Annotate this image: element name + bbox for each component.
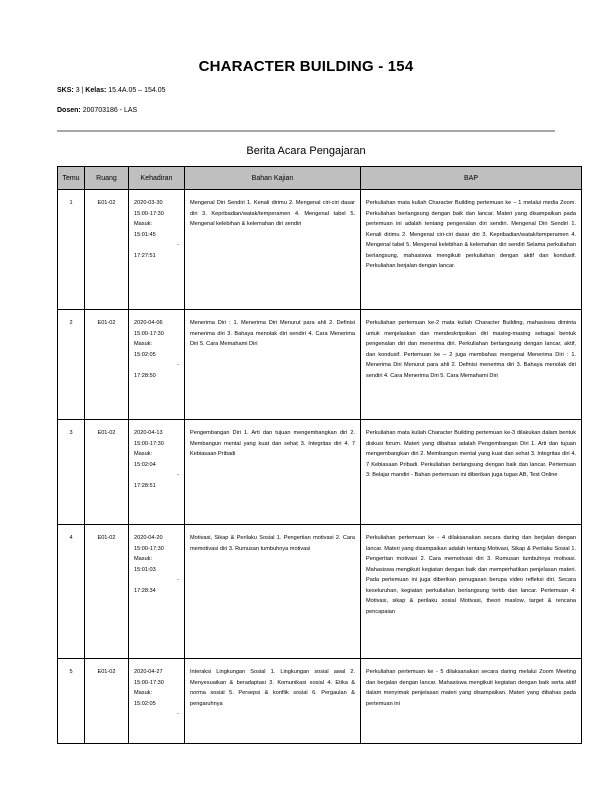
col-header-temu: Temu bbox=[58, 167, 85, 190]
cell-bahan-kajian: Mengenal Diri Sendiri 1. Kenali dirimu 2. Mengenal ciri-ciri dasar diri 3. Kepribadian/watak/temperamen 4. Mengenal tabel 5. Mengenal kelebihan & kelemahan diri sendiri bbox=[185, 190, 361, 310]
col-header-ruang: Ruang bbox=[85, 167, 129, 190]
cell-kehadiran bbox=[129, 190, 185, 310]
attendance-date: 2020-04-20 bbox=[134, 535, 163, 541]
attendance-date: 2020-04-13 bbox=[134, 430, 163, 436]
attendance-masuk-label: Masuk: bbox=[134, 690, 153, 696]
attendance-masuk-time: 15:02:04 bbox=[134, 461, 156, 468]
cell-ruang: E01-02 bbox=[85, 190, 129, 310]
cell-ruang: E01-02 bbox=[85, 310, 129, 420]
attendance-masuk-time: 15:02:05 bbox=[134, 351, 156, 358]
cell-temu: 3 bbox=[58, 420, 85, 525]
cell-kehadiran bbox=[129, 310, 185, 420]
attendance-out-time: 17:28:34 bbox=[134, 587, 156, 594]
divider bbox=[57, 130, 555, 132]
attendance-masuk-label: Masuk: bbox=[134, 556, 153, 562]
attendance-time: 15:00-17:30 bbox=[134, 545, 164, 552]
table-header-row bbox=[58, 167, 582, 190]
cell-bahan-kajian: Pengembangan Diri 1. Arti dan tujuan mengembangkan diri 2. Membangun mental yang kuat dan sehat 3. Integritas diri 4. 7 Kebiasaan Pribadi bbox=[185, 420, 361, 525]
dosen-value: 200703186 - LAS bbox=[82, 107, 138, 114]
attendance-time: 15:00-17:30 bbox=[134, 210, 164, 217]
cell-bahan-kajian: Menerima Diri : 1. Menerima Diri Menurut para ahli 2. Definisi menerima diri 3. Bahaya menolak diri sendiri 4. Cara Menerima Diri 5. Cara Memahami Diri bbox=[185, 310, 361, 420]
col-header-bahan-kajian: Bahan Kajian bbox=[185, 167, 361, 190]
cell-temu: 1 bbox=[58, 190, 85, 310]
cell-bap: Perkuliahan pertemuan ke - 4 dilaksanakan secara daring dan berjalan dengan lancar. Materi yang disampaikan adalah tentang Motivasi, Sikap & Perilaku Sosial 1. Pengertian motivasi 2. Cara memotivasi diri 3. Rumusan tumbuhnya motivasi. Mahasiswa mengikuti kegiatan dengan baik dan memperhatikan penjelasan materi. Pada pertemuan ini juga diberikan penugasan berupa video refleksi diri. Secara keseluruhan, kegiatan perkuliahan berlangsung tertib dan lancar. Pertemuan 4: Motivasi, sikap & perilaku sosial Motivasi, theori maslow, target & rencana pencapaian bbox=[361, 525, 582, 659]
attendance-date: 2020-04-27 bbox=[134, 669, 163, 675]
attendance-masuk-label: Masuk: bbox=[134, 221, 153, 227]
cell-kehadiran bbox=[129, 659, 185, 744]
page-title: CHARACTER BUILDING - 154 bbox=[198, 58, 414, 75]
attendance-masuk-time: 15:01:03 bbox=[134, 566, 156, 573]
attendance-time: 15:00-17:30 bbox=[134, 330, 164, 337]
cell-ruang: E01-02 bbox=[85, 420, 129, 525]
table-row bbox=[58, 420, 582, 525]
col-header-bap: BAP bbox=[361, 167, 582, 190]
table-row bbox=[58, 659, 582, 744]
sks-value: 3 | bbox=[75, 87, 86, 94]
table-row bbox=[58, 310, 582, 420]
attendance-masuk-time: 15:02:05 bbox=[134, 700, 156, 707]
attendance-out-time: 17:27:51 bbox=[134, 252, 156, 259]
sks-label: SKS: bbox=[57, 87, 74, 94]
table-row bbox=[58, 190, 582, 310]
cell-bahan-kajian: Motivasi, Sikap & Perilaku Sosial 1. Pengertian motivasi 2. Cara memotivasi diri 3. Rumusan tumbuhnya motivasi bbox=[185, 525, 361, 659]
cell-ruang: E01-02 bbox=[85, 525, 129, 659]
attendance-dash: - bbox=[177, 711, 179, 717]
cell-temu: 5 bbox=[58, 659, 85, 744]
kelas-value: 15.4A.05 – 154.05 bbox=[108, 87, 166, 94]
section-title: Berita Acara Pengajaran bbox=[246, 145, 366, 157]
attendance-out-time: 17:28:50 bbox=[134, 372, 156, 379]
attendance-date: 2020-03-30 bbox=[134, 200, 163, 206]
attendance-dash: - bbox=[177, 362, 179, 368]
teaching-report-table bbox=[57, 166, 582, 744]
attendance-masuk-label: Masuk: bbox=[134, 451, 153, 457]
table-row bbox=[58, 525, 582, 659]
attendance-out-time: 17:28:51 bbox=[134, 482, 156, 489]
col-header-kehadiran: Kehadiran bbox=[129, 167, 185, 190]
dosen-label: Dosen: bbox=[57, 107, 81, 114]
cell-bap: Perkuliahan mata kuliah Character Building pertemuan ke-3 dilakukan dalam bentuk diskusi forum. Materi yang dibahas adalah Pengembangan Diri 1. Arti dan tujuan mengembangkan diri 2. Membangun mental yang kuat dan sehat 3. Integritas diri 4. 7 Kebiasaan Pribadi. Perkuliahan berlangsung dengan baik dan lancar. Pertemuan 3: Belajar mandiri - Bahan pertemuan ini diberikan juga tugas AB, Test Online bbox=[361, 420, 582, 525]
cell-kehadiran bbox=[129, 420, 185, 525]
cell-bap: Perkuliahan mata kuliah Character Building pertemuan ke – 1 melalui media Zoom. Perkuliahan berlangsung dengan baik dan lancar. Materi yang disampaikan pada pertemuan ini adalah tentang pengenalan diri sendiri. Mengenal Diri Sendiri 1. Kenali dirimu 2. Mengenal ciri-ciri dasar diri 3. Kepribadian/watak/temperamen 4. Mengenal tabel 5. Mengenal kelebihan & kelemahan diri sendiri Selama perkuliahan berlangsung, mahasiswa mengikuti perkuliahan dengan aktif dan kondusif. Perkuliahan berjalan dengan lancar. bbox=[361, 190, 582, 310]
cell-bap: Perkuliahan pertemuan ke-2 mata kuliah Character Building, mahasiswa diminta untuk menjelaskan dan mendeskripsikan diri masing-masing sebagai bentuk pengenalan diri dan menerima diri. Perkuliahan berlangsung dengan lancar, aktif, dan kondusif. Pertemuan ke – 2 juga membahas mengenai Menerima Diri : 1. Menerima Diri Menurut para ahli 2. Definisi menerima diri 3. Bahaya menolak diri sendiri 4. Cara Menerima Diri 5. Cara Memahami Diri bbox=[361, 310, 582, 420]
course-info bbox=[57, 87, 165, 94]
cell-bap: Perkuliahan pertemuan ke - 5 dilaksanakan secara daring melalui Zoom Meeting dan berjalan dengan lancar. Mahasiswa mengikuti kegiatan dengan baik serta aktif dalam menyimak penjelasan materi yang disampaikan. Materi yang dibahas pada pertemuan ini bbox=[361, 659, 582, 744]
cell-kehadiran bbox=[129, 525, 185, 659]
attendance-masuk-time: 15:01:45 bbox=[134, 231, 156, 238]
cell-bahan-kajian: Interaksi Lingkungan Sosial 1. Lingkungan sosial awal 2. Menyesuaikan & beradaptasi 3. Komunikasi sosial 4. Etika & norma sosial 5. Persepsi & konflik sosial 6. Pergaulan & pengaruhnya bbox=[185, 659, 361, 744]
attendance-date: 2020-04-06 bbox=[134, 320, 163, 326]
attendance-dash: - bbox=[177, 472, 179, 478]
attendance-time: 15:00-17:30 bbox=[134, 679, 164, 686]
attendance-masuk-label: Masuk: bbox=[134, 341, 153, 347]
cell-temu: 2 bbox=[58, 310, 85, 420]
lecturer-info bbox=[57, 107, 137, 114]
attendance-dash: - bbox=[177, 242, 179, 248]
cell-ruang: E01-02 bbox=[85, 659, 129, 744]
cell-temu: 4 bbox=[58, 525, 85, 659]
kelas-label: Kelas: bbox=[85, 87, 107, 94]
attendance-time: 15:00-17:30 bbox=[134, 440, 164, 447]
attendance-dash: - bbox=[177, 577, 179, 583]
